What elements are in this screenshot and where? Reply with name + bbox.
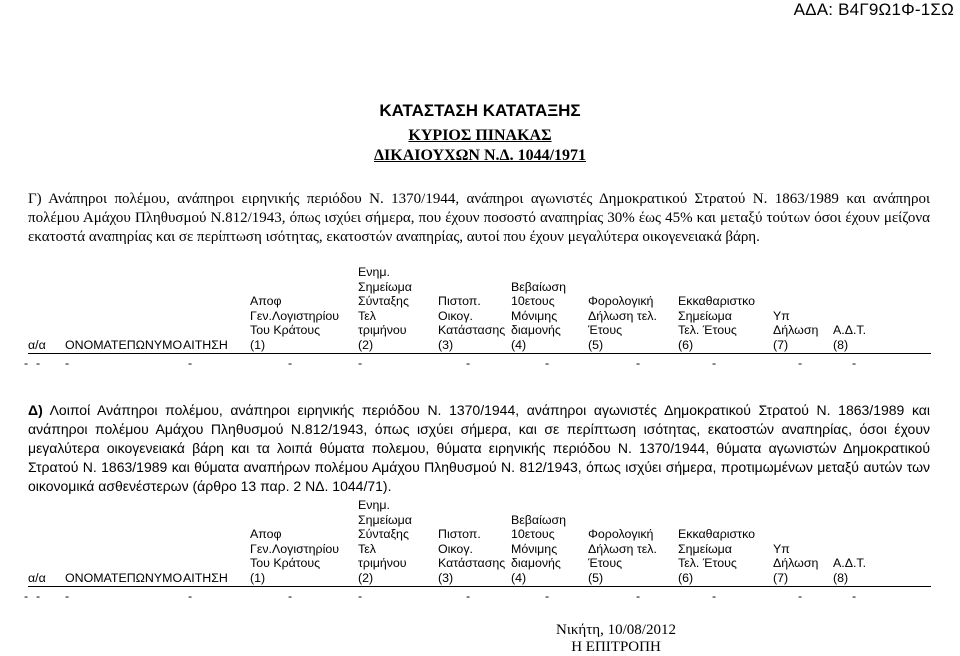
- table-column-header: [511, 280, 566, 353]
- table-header-line: διαμονής: [511, 323, 561, 338]
- table-column-header: [833, 556, 866, 585]
- table-header-line: ΟΝΟΜΑΤΕΠΩΝΥΜΟ: [65, 571, 183, 585]
- table-header-line: (8): [833, 570, 849, 585]
- section-d-text: Λοιποί Ανάπηροι πολέμου, ανάπηροι ειρηνικής περιόδου Ν. 1370/1944, ανάπηροι αγωνιστές Δημοκρατικού Στρατού Ν. 1863/1989 και ανάπηροι πολέμου Αμάχου Πληθυσμού Ν.812/1943, όπως ισχύει σήμερα, και σε περίπτωση ισότητας, εκατοστών αναπηρίας, όσοι έχουν μεγαλύτερα οικογενειακά βάρη και τα λοιπά θύματα πολεμου, θύματα ειρηνικής περιόδου Ν. 1370/1944, θύματα αγωνιστών Δημοκρατικού Στρατού Ν. 1863/1989 και θύματα αναπήρων πολέμου Αμάχου Πληθυσμού Ν. 812/1943, όπως ισχύει σήμερα, προτιμωμένων μεταξύ αυτών των οικονομικά ασθενέστερων (άρθρο 13 παρ. 2 ΝΔ. 1044/71).: [28, 402, 930, 494]
- table-header-line: Αποφ: [250, 527, 282, 542]
- table-header-line: Πιστοπ.: [438, 527, 481, 542]
- table-empty-cell: -: [65, 589, 70, 603]
- table-header-line: Σημείωμα: [678, 541, 732, 556]
- category-d-table: [24, 494, 931, 604]
- table-header-line: Φορολογική: [588, 527, 654, 542]
- table-header-line: ΑΙΤΗΣΗ: [183, 338, 228, 352]
- table-header-line: Δήλωση τελ.: [588, 308, 657, 323]
- table-header-line: (4): [511, 570, 527, 585]
- table-empty-cell: -: [636, 589, 641, 603]
- table-header-line: Μόνιμης: [511, 541, 558, 556]
- section-d-label: Δ): [28, 402, 43, 418]
- table-header-line: (5): [588, 337, 604, 352]
- table-column-header: [678, 527, 755, 585]
- table-header-line: Τελ: [358, 541, 376, 556]
- table-header-line: (6): [678, 570, 694, 585]
- table-column-header: [28, 338, 46, 353]
- table-empty-cell: -: [545, 589, 550, 603]
- table-header-line: Τελ. Έτους: [678, 323, 737, 338]
- table-header-line: Γεν.Λογιστηρίου: [250, 541, 340, 556]
- table-header-line: (1): [250, 570, 266, 585]
- table-empty-cell: -: [636, 356, 641, 370]
- table-header-line: Αποφ: [250, 294, 282, 309]
- table-column-header: [773, 542, 818, 586]
- table-header-line: Δήλωση: [773, 556, 819, 571]
- table-header-line: Φορολογική: [588, 294, 654, 309]
- table-column-header: [678, 294, 755, 352]
- table-header-line: Σύνταξης: [358, 527, 409, 542]
- table-header-line: Οικογ.: [438, 308, 473, 323]
- signature-place-date: Νικήτη, 10/08/2012: [556, 622, 676, 638]
- table-header-line: Σημείωμα: [358, 279, 412, 294]
- table-column-header: [28, 571, 46, 586]
- table-header-line: τριμήνου: [358, 556, 407, 571]
- table-empty-cell: -: [852, 356, 857, 370]
- table-header-line: (6): [678, 337, 694, 352]
- table-header-line: Έτους: [588, 556, 623, 571]
- table-header-line: Έτους: [588, 323, 623, 338]
- table-empty-cell: -: [188, 356, 193, 370]
- table-header-line: Α.Δ.Τ.: [833, 323, 867, 338]
- table-header-line: ΟΝΟΜΑΤΕΠΩΝΥΜΟ: [65, 338, 183, 352]
- table-header-line: (3): [438, 570, 454, 585]
- table-column-header: [833, 323, 866, 352]
- table-empty-cell: -: [545, 356, 550, 370]
- table-header-line: Εκκαθαριστκο: [678, 527, 755, 542]
- table-header-line: Δήλωση τελ.: [588, 541, 657, 556]
- table-empty-cell: -: [852, 589, 857, 603]
- table-empty-cell: -: [358, 589, 363, 603]
- table-header-line: Βεβαίωση: [511, 512, 567, 527]
- table-column-header: [588, 294, 657, 352]
- table-empty-cell: -: [188, 589, 193, 603]
- table-header-line: Κατάστασης: [438, 556, 506, 571]
- table-column-header: [588, 527, 657, 585]
- table-header-line: Σημείωμα: [678, 308, 732, 323]
- table-empty-cell: -: [712, 356, 717, 370]
- table-column-header: [183, 338, 228, 353]
- table-header-line: (8): [833, 337, 849, 352]
- table-header-line: Γεν.Λογιστηρίου: [250, 308, 340, 323]
- table-column-header: [773, 309, 818, 353]
- section-g-paragraph: Γ) Ανάπηροι πολέμου, ανάπηροι ειρηνικής περιόδου Ν. 1370/1944, ανάπηροι αγωνιστές Δημοκρατικού Στρατού Ν. 1863/1989 και ανάπηροι πολέμου Αμάχου Πληθυσμού Ν.812/1943, όπως ισχύει σήμερα, που έχουν ποσοστό αναπηρίας 30% έως 45% και μεταξύ τούτων όσοι έχουν μείζονα εκατοστά αναπηρίας και σε περίπτωση ισότητας, εκατοστών αναπηρίας, αυτοί που έχουν μεγαλύτερα οικογενειακά βάρη.: [28, 191, 930, 245]
- table-column-header: [438, 294, 505, 352]
- table-header-line: Τελ. Έτους: [678, 556, 737, 571]
- table-empty-cell: -: [288, 589, 293, 603]
- table-column-header: [65, 571, 182, 586]
- table-header-line: Υπ: [773, 541, 790, 556]
- table-header-line: Πιστοπ.: [438, 294, 481, 309]
- table-header-line: (4): [511, 337, 527, 352]
- table-empty-cell: -: [358, 356, 363, 370]
- table-empty-cell: -: [24, 356, 29, 370]
- table-header-line: (2): [358, 337, 374, 352]
- table-empty-cell: -: [65, 356, 70, 370]
- table-empty-cell: -: [798, 356, 803, 370]
- table-header-line: (7): [773, 337, 789, 352]
- table-header-line: α/α: [28, 571, 46, 585]
- table-header-line: 10ετους: [511, 294, 555, 309]
- table-empty-cell: -: [466, 589, 471, 603]
- table-empty-cell: -: [36, 356, 41, 370]
- table-header-line: Οικογ.: [438, 541, 473, 556]
- section-d-paragraph: [28, 401, 930, 496]
- table-header-line: τριμήνου: [358, 323, 407, 338]
- document-subtitle: ΚΥΡΙΟΣ ΠΙΝΑΚΑΣ: [408, 127, 552, 144]
- category-g-table: [24, 261, 931, 371]
- table-header-line: Τελ: [358, 308, 376, 323]
- table-column-header: [65, 338, 182, 353]
- table-header-line: 10ετους: [511, 527, 555, 542]
- table-empty-cell: -: [36, 589, 41, 603]
- document-title: ΚΑΤΑΣΤΑΣΗ ΚΑΤΑΤΑΞΗΣ: [379, 101, 581, 120]
- table-header-line: Εκκαθαριστκο: [678, 294, 755, 309]
- table-column-header: [250, 527, 339, 585]
- table-header-line: Κατάστασης: [438, 323, 506, 338]
- table-header-line: διαμονής: [511, 556, 561, 571]
- table-header-line: Του Κράτους: [250, 556, 321, 571]
- table-header-line: ΑΙΤΗΣΗ: [183, 571, 228, 585]
- ada-code: ΑΔΑ: Β4Γ9Ω1Φ-1ΣΩ: [793, 0, 954, 19]
- table-column-header: [183, 571, 228, 586]
- table-header-line: Του Κράτους: [250, 323, 321, 338]
- table-empty-cell: -: [288, 356, 293, 370]
- table-header-line: Υπ: [773, 308, 790, 323]
- table-column-header: [250, 294, 339, 352]
- table-empty-cell: -: [24, 589, 29, 603]
- table-header-line: Ενημ.: [358, 265, 390, 279]
- table-header-line: (5): [588, 570, 604, 585]
- table-header-line: (3): [438, 337, 454, 352]
- table-empty-cell: -: [712, 589, 717, 603]
- table-header-line: Σύνταξης: [358, 294, 409, 309]
- table-header-line: (1): [250, 337, 266, 352]
- table-header-line: Ενημ.: [358, 498, 390, 512]
- table-header-line: Α.Δ.Τ.: [833, 556, 867, 571]
- table-header-line: (7): [773, 570, 789, 585]
- table-header-line: α/α: [28, 338, 46, 352]
- document-subtitle-law: ΔΙΚΑΙΟΥΧΩΝ Ν.Δ. 1044/1971: [373, 147, 587, 164]
- signature-committee: Η ΕΠΙΤΡΟΠΗ: [571, 639, 661, 655]
- table-header-line: Δήλωση: [773, 323, 819, 338]
- table-empty-cell: -: [798, 589, 803, 603]
- table-column-header: [511, 513, 566, 586]
- table-header-line: Βεβαίωση: [511, 279, 567, 294]
- table-column-header: [358, 265, 412, 353]
- table-empty-cell: -: [466, 356, 471, 370]
- table-column-header: [438, 527, 505, 585]
- table-header-line: (2): [358, 570, 374, 585]
- table-header-line: Μόνιμης: [511, 308, 558, 323]
- table-column-header: [358, 498, 412, 586]
- table-header-line: Σημείωμα: [358, 512, 412, 527]
